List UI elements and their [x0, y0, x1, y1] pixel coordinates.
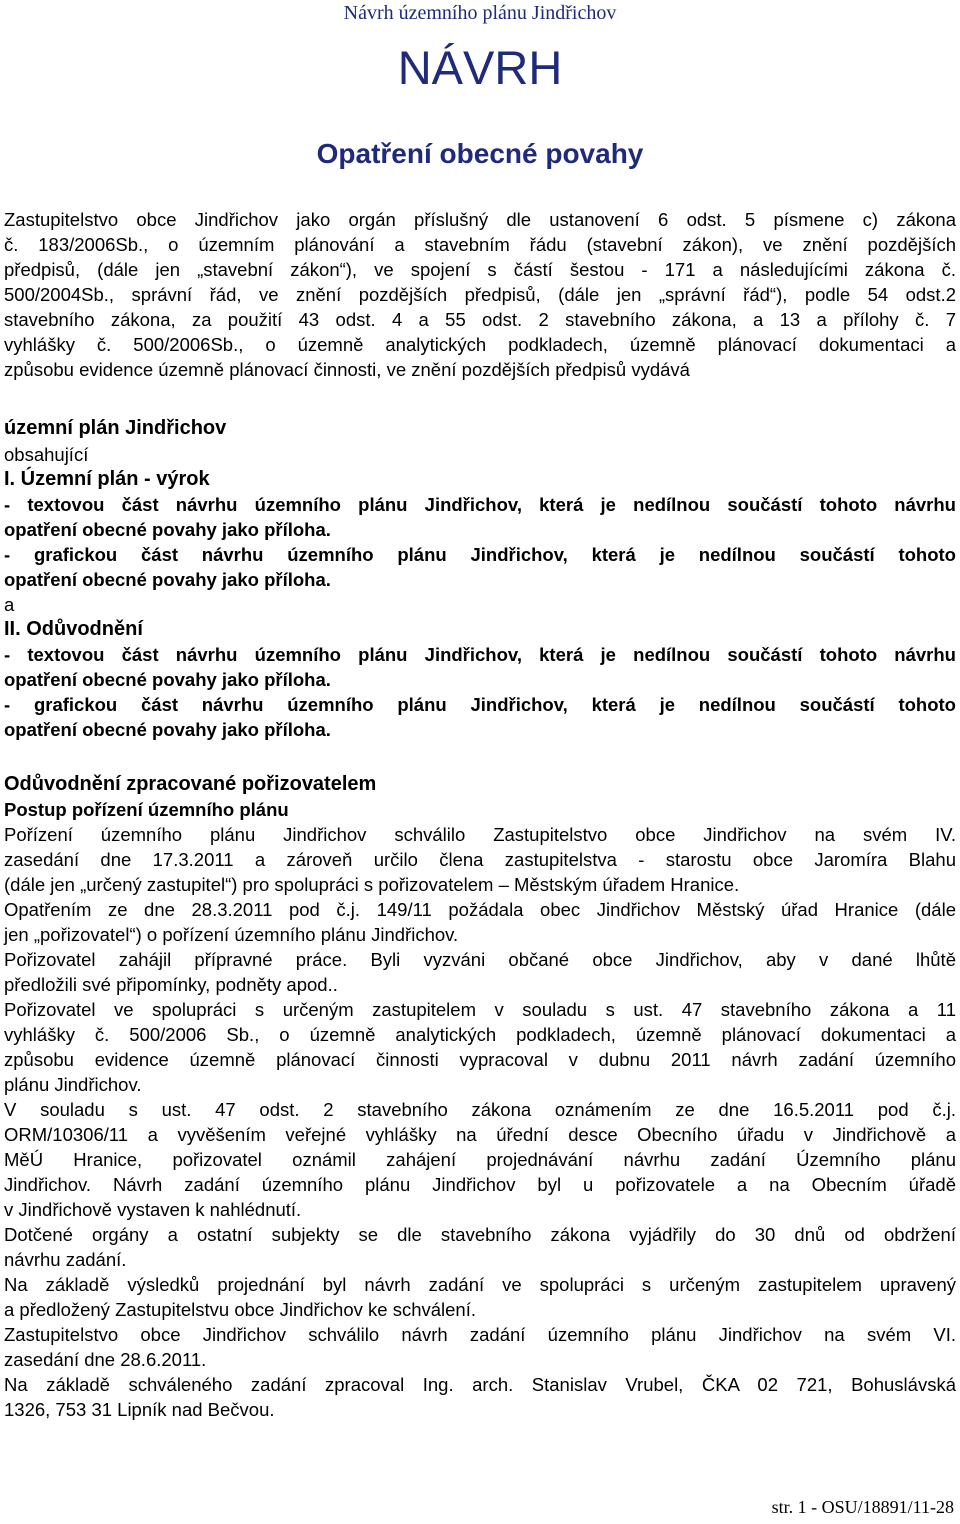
procedure-paragraph: Na základě schváleného zadání zpracoval Ing. arch. Stanislav Vrubel, ČKA 02 721, Bohuslávská 1326, 753 31 Lipník nad Bečvou.	[4, 1374, 956, 1420]
procedure-paragraph: V souladu s ust. 47 odst. 2 stavebního zákona oznámením ze dne 16.5.2011 pod č.j. ORM/10306/11 a vyvěšením veřejné vyhlášky na úřední desce Obecního úřadu v Jindřichově a MěÚ Hranice, pořizovatel oznámil zahájení projednávání návrhu zadání Územního plánu Jindřichov. Návrh zadání územního plánu Jindřichov byl u pořizovatele a na Obecním úřadě v Jindřichově vystaven k nahlédnutí.	[4, 1099, 956, 1220]
justification-heading: Odůvodnění zpracované pořizovatelem	[4, 773, 377, 795]
containing-label: obsahující	[4, 444, 89, 465]
intro-line: vyhlášky č. 500/2006Sb., o územně analytických podkladech, územně plánovací dokumentaci a	[4, 334, 956, 355]
section-verdict-heading: I. Územní plán - výrok	[4, 468, 210, 490]
section-verdict-item: - grafickou část návrhu územního plánu Jindřichov, která je nedílnou součástí tohoto opatření obecné povahy jako příloha.	[4, 544, 956, 590]
document-subtitle: Opatření obecné povahy	[316, 138, 644, 169]
section-justification-item: - textovou část návrhu územního plánu Jindřichov, která je nedílnou součástí tohoto návrhu opatření obecné povahy jako příloha.	[4, 644, 956, 690]
running-header: Návrh územního plánu Jindřichov	[343, 2, 617, 24]
section-justification-item: - grafickou část návrhu územního plánu Jindřichov, která je nedílnou součástí tohoto opatření obecné povahy jako příloha.	[4, 694, 956, 740]
intro-line: Zastupitelstvo obce Jindřichov jako orgán příslušný dle ustanovení 6 odst. 5 písmene c) zákona	[4, 209, 956, 230]
intro-paragraph	[4, 207, 956, 382]
section-justification-heading: II. Odůvodnění	[4, 618, 143, 640]
procedure-paragraph: Na základě výsledků projednání byl návrh zadání ve spolupráci s určeným zastupitelem upravený a předložený Zastupitelstvu obce Jindřichov ke schválení.	[4, 1274, 956, 1320]
procedure-paragraph: Dotčené orgány a ostatní subjekty se dle stavebního zákona vyjádřily do 30 dnů od obdržení návrhu zadání.	[4, 1224, 956, 1270]
procedure-paragraph: Pořizovatel ve spolupráci s určeným zastupitelem v souladu s ust. 47 stavebního zákona a 11 vyhlášky č. 500/2006 Sb., o územně analytických podkladech, územně plánovací dokumentaci a způsobu evidence územně plánovací činnosti vypracoval v dubnu 2011 návrh zadání územního plánu Jindřichov.	[4, 999, 956, 1095]
section-verdict-item: - textovou část návrhu územního plánu Jindřichov, která je nedílnou součástí tohoto návrhu opatření obecné povahy jako příloha.	[4, 494, 956, 540]
procedure-paragraph: Zastupitelstvo obce Jindřichov schválilo návrh zadání územního plánu Jindřichov na svém VI. zasedání dne 28.6.2011.	[4, 1324, 956, 1370]
intro-line: předpisů, (dále jen „stavební zákon“), ve spojení s částí šestou - 171 a následujícími zákona č.	[4, 259, 956, 280]
intro-line: č. 183/2006Sb., o územním plánování a stavebním řádu (stavební zákon), ve znění pozdějších	[4, 234, 956, 255]
page-footer: str. 1 - OSU/18891/11-28	[771, 1497, 954, 1517]
document-body	[4, 207, 956, 1422]
intro-line: způsobu evidence územně plánovací činnosti, ve znění pozdějších předpisů vydává	[4, 359, 690, 380]
procedure-paragraph: Opatřením ze dne 28.3.2011 pod č.j. 149/11 požádala obec Jindřichov Městský úřad Hranice (dále jen „pořizovatel“) o pořízení územního plánu Jindřichov.	[4, 899, 956, 945]
procedure-paragraph: Pořizovatel zahájil přípravné práce. Byli vyzváni občané obce Jindřichov, aby v dané lhůtě předložili své připomínky, podněty apod..	[4, 949, 956, 995]
document-title: NÁVRH	[397, 41, 563, 94]
intro-line: 500/2004Sb., správní řád, ve znění pozdějších předpisů, (dále jen „správní řád“), podle 54 odst.2	[4, 284, 956, 305]
procedure-subheading: Postup pořízení územního plánu	[4, 799, 289, 820]
conjunction: a	[4, 594, 15, 615]
plan-name: územní plán Jindřichov	[4, 417, 227, 439]
procedure-paragraph: Pořízení územního plánu Jindřichov schválilo Zastupitelstvo obce Jindřichov na svém IV. zasedání dne 17.3.2011 a zároveň určilo člena zastupitelstva - starostu obce Jaromíra Blahu (dále jen „určený zastupitel“) pro spolupráci s pořizovatelem – Městským úřadem Hranice.	[4, 824, 956, 895]
intro-line: stavebního zákona, za použití 43 odst. 4 a 55 odst. 2 stavebního zákona, a 13 a přílohy č. 7	[4, 309, 956, 330]
